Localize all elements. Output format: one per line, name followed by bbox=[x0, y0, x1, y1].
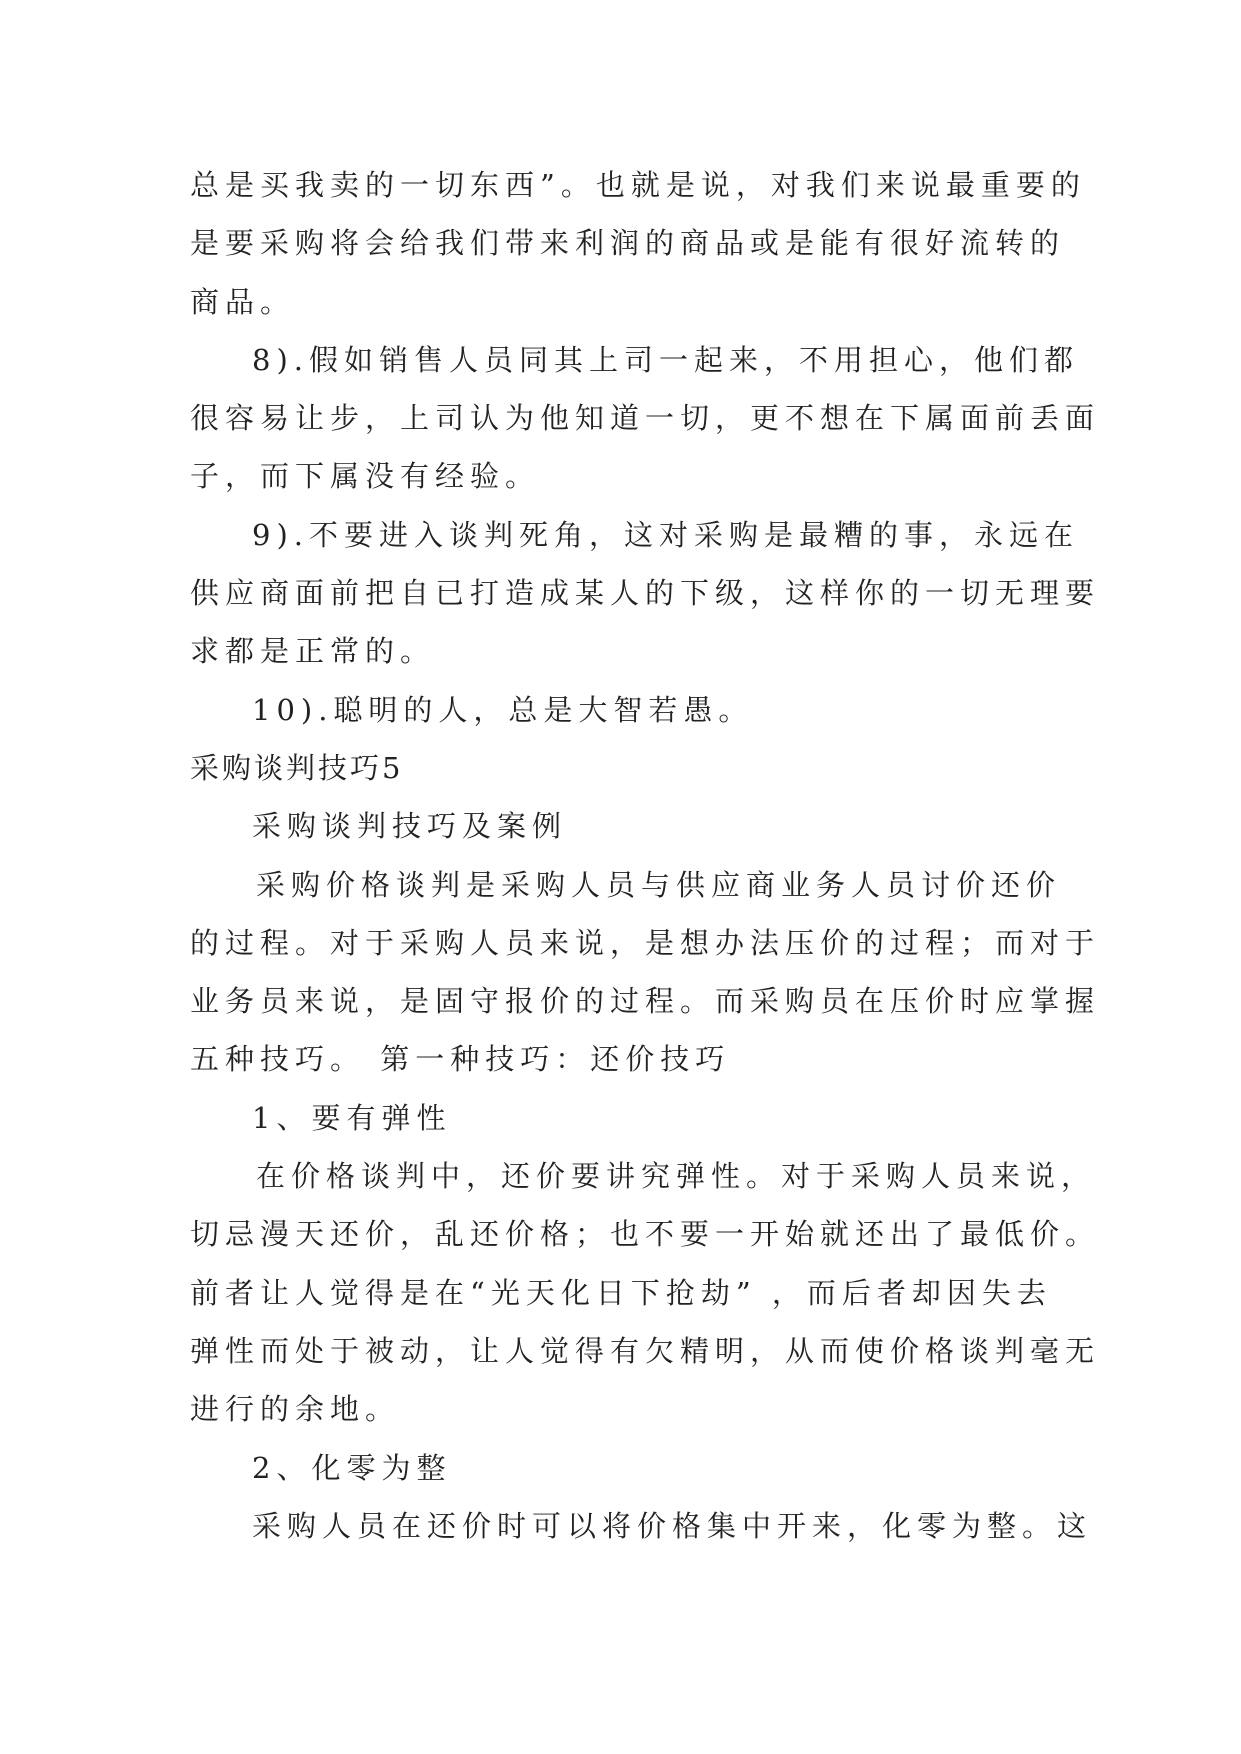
text-line: 供应商面前把自已打造成某人的下级，这样你的一切无理要 bbox=[190, 576, 1101, 611]
section-subtitle: 采购谈判技巧及案例 bbox=[252, 809, 568, 844]
text-line: 业务员来说，是固守报价的过程。而采购员在压价时应掌握 bbox=[190, 984, 1101, 1019]
text-line: 五种技巧。 第一种技巧：还价技巧 bbox=[190, 1042, 731, 1077]
text-line: 前者让人觉得是在“光天化日下抢劫” ，而后者却因失去 bbox=[190, 1275, 1052, 1310]
list-item-8: 8).假如销售人员同其上司一起来，不用担心，他们都 bbox=[252, 342, 1079, 377]
document-body bbox=[190, 156, 1101, 1555]
text-line: 弹性而处于被动，让人觉得有欠精明，从而使价格谈判毫无 bbox=[190, 1333, 1101, 1368]
text-line: 很容易让步，上司认为他知道一切，更不想在下属面前丢面 bbox=[190, 401, 1101, 436]
text-line: 进行的余地。 bbox=[190, 1392, 401, 1427]
subheading-1: 1、要有弹性 bbox=[252, 1100, 452, 1135]
list-item-10: 10).聪明的人，总是大智若愚。 bbox=[252, 692, 754, 727]
paragraph-start: 采购价格谈判是采购人员与供应商业务人员讨价还价 bbox=[256, 867, 1062, 902]
list-item-9: 9).不要进入谈判死角，这对采购是最糟的事，永远在 bbox=[252, 517, 1079, 552]
text-line: 总是买我卖的一切东西”。也就是说，对我们来说最重要的 bbox=[190, 168, 1086, 202]
text-line: 商品。 bbox=[190, 284, 296, 319]
text-line: 的过程。对于采购人员来说，是想办法压价的过程；而对于 bbox=[190, 925, 1101, 960]
text-line: 是要采购将会给我们带来利润的商品或是能有很好流转的 bbox=[190, 226, 1066, 261]
subheading-2: 2、化零为整 bbox=[252, 1450, 452, 1485]
paragraph-start: 采购人员在还价时可以将价格集中开来，化零为整。这 bbox=[252, 1508, 1093, 1543]
section-heading: 采购谈判技巧5 bbox=[190, 750, 404, 785]
paragraph-start: 在价格谈判中，还价要讲究弹性。对于采购人员来说， bbox=[256, 1159, 1097, 1194]
text-line: 子，而下属没有经验。 bbox=[190, 459, 541, 494]
text-line: 求都是正常的。 bbox=[190, 634, 436, 669]
text-line: 切忌漫天还价，乱还价格；也不要一开始就还出了最低价。 bbox=[190, 1217, 1101, 1252]
